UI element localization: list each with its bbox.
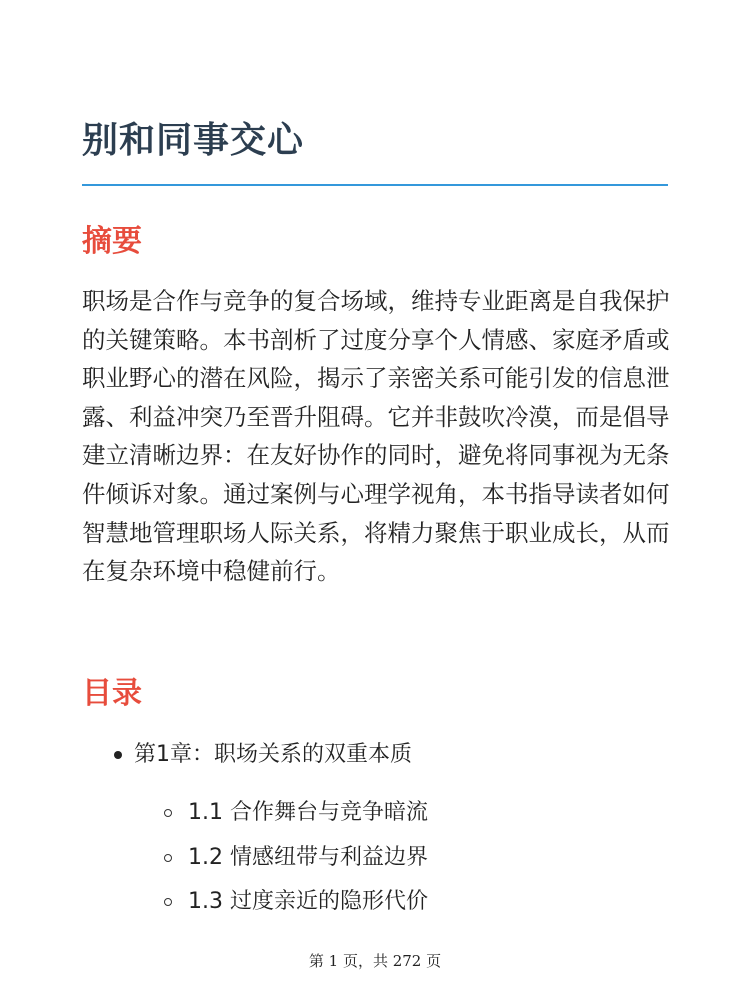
page-number: 第 1 页，共 272 页 [308, 952, 442, 970]
toc-heading: 目录 [82, 676, 142, 711]
title-divider [82, 184, 668, 186]
bullet-circle-icon [164, 809, 172, 817]
toc-section-label: 1.1 合作舞台与竞争暗流 [188, 800, 428, 825]
document-title: 别和同事交心 [82, 120, 305, 161]
bullet-disc-icon [114, 751, 122, 759]
toc-section-label: 1.3 过度亲近的隐形代价 [188, 889, 428, 914]
abstract-body: 职场是合作与竞争的复合场域，维持专业距离是自我保护的关键策略。本书剖析了过度分享个人情感、家庭矛盾或职业野心的潜在风险，揭示了亲密关系可能引发的信息泄露、利益冲突乃至晋升阻碍。它并非鼓吹冷漠，而是倡导建立清晰边界：在友好协作的同时，避免将同事视为无条件倾诉对象。通过案例与心理学视角，本书指导读者如何智慧地管理职场人际关系，将精力聚焦于职业成长，从而在复杂环境中稳健前行。 [82, 287, 670, 586]
bullet-circle-icon [164, 854, 172, 862]
toc-chapter-label: 第1章：职场关系的双重本质 [134, 742, 412, 767]
abstract-heading: 摘要 [82, 224, 142, 259]
bullet-circle-icon [164, 898, 172, 906]
toc-section-label: 1.2 情感纽带与利益边界 [188, 845, 428, 870]
